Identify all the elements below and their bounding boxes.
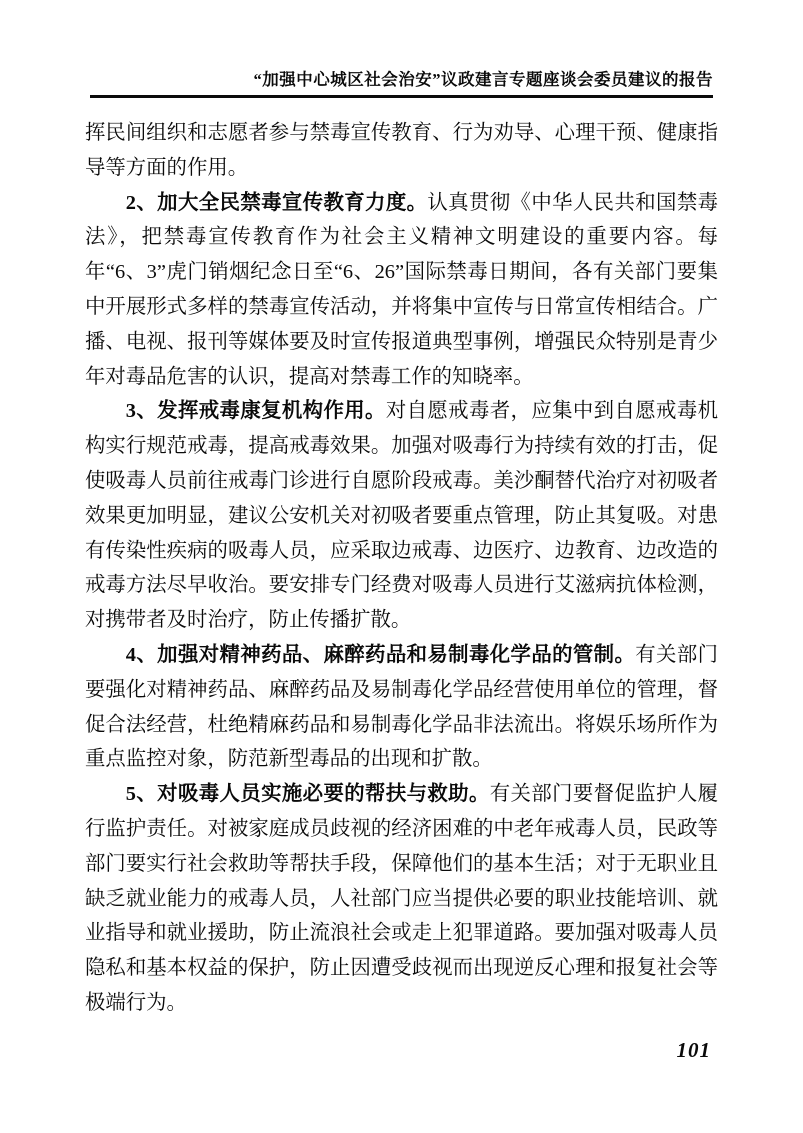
paragraph-text: 认真贯彻《中华人民共和国禁毒法》，把禁毒宣传教育作为社会主义精神文明建设的重要内容。每年“6、3”虎门销烟纪念日至“6、26”国际禁毒日期间，各有关部门要集中开展形式多样的禁毒宣传活动，并将集中宣传与日常宣传相结合。广播、电视、报刊等媒体要及时宣传报道典型事例，增强民众特别是青少年对毒品危害的认识，提高对禁毒工作的知晓率。 [85, 191, 718, 388]
paragraph-4 [85, 638, 718, 777]
paragraph-heading: 2、加大全民禁毒宣传教育力度。 [125, 191, 428, 214]
paragraph-text: 有关部门要督促监护人履行监护责任。对被家庭成员歧视的经济困难的中老年戒毒人员，民政等部门要实行社会救助等帮扶手段，保障他们的基本生活；对于无职业且缺乏就业能力的戒毒人员，人社部门应当提供必要的职业技能培训、就业指导和就业援助，防止流浪社会或走上犯罪道路。要加强对吸毒人员隐私和基本权益的保护，防止因遭受歧视而出现逆反心理和报复社会等极端行为。 [85, 783, 718, 1014]
paragraph-text: 挥民间组织和志愿者参与禁毒宣传教育、行为劝导、心理干预、健康指导等方面的作用。 [85, 122, 718, 179]
paragraph-continuation [85, 116, 718, 186]
paragraph-3 [85, 394, 718, 638]
paragraph-5 [85, 777, 718, 1021]
paragraph-heading: 3、发挥戒毒康复机构作用。 [125, 400, 386, 423]
paragraph-heading: 5、对吸毒人员实施必要的帮扶与救助。 [125, 783, 490, 806]
paragraph-text: 有关部门要强化对精神药品、麻醉药品及易制毒化学品经营使用单位的管理，督促合法经营，杜绝精麻药品和易制毒化学品非法流出。将娱乐场所作为重点监控对象，防范新型毒品的出现和扩散。 [85, 643, 718, 771]
page-number: 101 [676, 1038, 711, 1062]
paragraph-heading: 4、加强对精神药品、麻醉药品和易制毒化学品的管制。 [125, 643, 636, 666]
paragraph-text: 对自愿戒毒者，应集中到自愿戒毒机构实行规范戒毒，提高戒毒效果。加强对吸毒行为持续有效的打击，促使吸毒人员前往戒毒门诊进行自愿阶段戒毒。美沙酮替代治疗对初吸者效果更加明显，建议公安机关对初吸者要重点管理，防止其复吸。对患有传染性疾病的吸毒人员，应采取边戒毒、边医疗、边教育、边改造的戒毒方法尽早收治。要安排专门经费对吸毒人员进行艾滋病抗体检测，对携带者及时治疗，防止传播扩散。 [85, 400, 719, 632]
document-body [85, 116, 718, 1021]
page-header [90, 66, 713, 98]
paragraph-2 [85, 186, 718, 395]
header-title: “加强中心城区社会治安”议政建言专题座谈会委员建议的报告 [253, 70, 713, 89]
